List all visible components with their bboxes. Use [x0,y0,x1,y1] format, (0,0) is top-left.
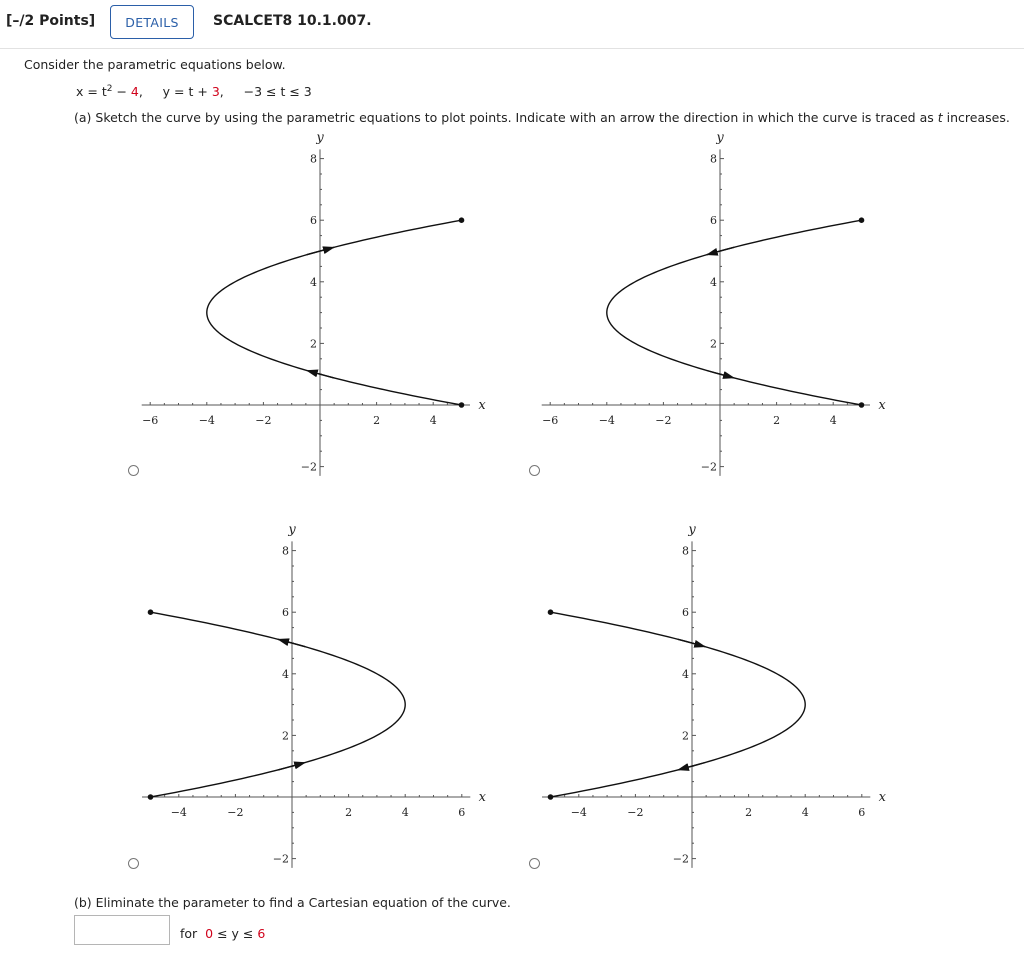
x-axis-label: x [878,790,886,805]
y-tick-label: −2 [300,460,317,474]
part-b-prompt: (b) Eliminate the parameter to find a Cartesian equation of the curve. [74,895,511,910]
x-tick-label: 2 [745,806,753,819]
y-tick-label: 8 [710,152,717,166]
endpoint-dot [459,217,465,223]
y-tick-label: 8 [682,544,689,558]
y-tick-label: 8 [282,544,289,558]
x-axis-label: x [478,398,486,413]
x-tick-label: 4 [401,806,409,819]
x-tick-label: −4 [198,414,215,427]
y-tick-label: 2 [310,337,317,351]
graph-option-a [142,130,487,475]
x-tick-label: 2 [373,414,381,427]
x-tick-label: −4 [570,806,587,819]
option-d-radio[interactable] [529,858,540,869]
y-tick-label: 6 [282,606,289,620]
x-tick-label: −6 [542,414,559,427]
endpoint-dot [548,609,554,615]
y-tick-label: 6 [310,214,317,228]
option-b-radio[interactable] [529,465,540,476]
graph-option-b [542,130,887,475]
x-equation-constant: 4 [130,84,139,100]
endpoint-dot [148,794,154,800]
x-tick-label: −2 [627,806,644,819]
x-equation-lhs: x = t [76,84,107,100]
cartesian-equation-input[interactable] [74,915,170,945]
endpoint-dot [148,609,154,615]
details-button[interactable]: DETAILS [110,5,194,39]
y-tick-label: 4 [682,667,689,681]
y-tick-label: 6 [682,606,689,620]
endpoint-dot [459,402,465,408]
y-tick-label: 4 [310,275,317,289]
domain-constraint [180,926,265,941]
graph-option-c [142,522,487,867]
x-tick-label: −6 [142,414,159,427]
domain-high: 6 [257,926,266,941]
points-label: [–/2 Points] [6,13,96,29]
x-equation-minus: − [112,84,131,100]
y-tick-label: −2 [272,852,289,866]
endpoint-dot [859,217,865,223]
y-tick-label: −2 [700,460,717,474]
y-axis-label: y [716,130,724,146]
y-tick-label: 2 [682,729,689,743]
y-axis-label: y [688,522,696,538]
domain-low: 0 [205,926,214,941]
y-axis-label: y [288,522,296,538]
x-tick-label: 4 [829,414,837,427]
endpoint-dot [548,794,554,800]
y-tick-label: −2 [672,852,689,866]
x-tick-label: 4 [801,806,809,819]
x-tick-label: 6 [858,806,866,819]
endpoint-dot [859,402,865,408]
graph-option-d [542,522,887,867]
domain-relation: ≤ y ≤ [213,926,258,941]
x-axis-label: x [878,398,886,413]
x-tick-label: −2 [255,414,272,427]
for-prefix: for [180,926,206,941]
part-a-prefix: (a) Sketch the curve by using the parametric equations to plot points. Indicate with an arrow the direction in which the curve is traced as [74,110,938,125]
question-intro: Consider the parametric equations below. [24,57,286,72]
x-tick-label: 4 [429,414,437,427]
equation-separator: , y = t + [138,84,212,100]
x-tick-label: −2 [227,806,244,819]
x-tick-label: −4 [170,806,187,819]
part-a-suffix: increases. [942,110,1010,125]
y-tick-label: 2 [282,729,289,743]
problem-id: SCALCET8 10.1.007. [213,13,372,29]
part-a-variable: t [937,110,943,125]
x-tick-label: −2 [655,414,672,427]
y-tick-label: 4 [282,667,289,681]
t-range: , −3 ≤ t ≤ 3 [219,84,312,100]
x-tick-label: −4 [598,414,615,427]
option-a-radio[interactable] [128,465,139,476]
x-equation-exponent: 2 [106,84,113,94]
option-c-radio[interactable] [128,858,139,869]
y-tick-label: 2 [710,337,717,351]
y-equation-constant: 3 [211,84,220,100]
y-axis-label: y [316,130,324,146]
y-tick-label: 4 [710,275,717,289]
y-tick-label: 8 [310,152,317,166]
y-tick-label: 6 [710,214,717,228]
x-tick-label: 2 [345,806,353,819]
x-tick-label: 2 [773,414,781,427]
x-axis-label: x [478,790,486,805]
x-tick-label: 6 [458,806,466,819]
